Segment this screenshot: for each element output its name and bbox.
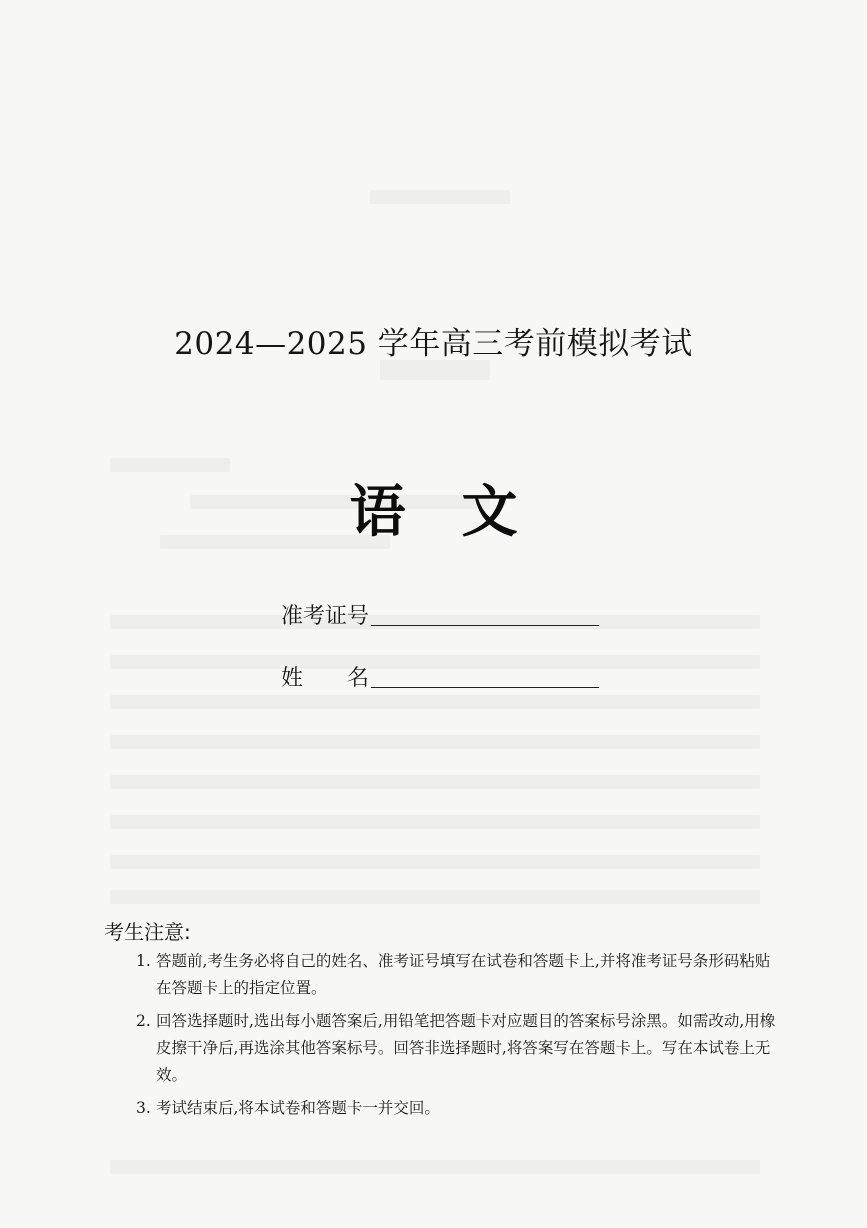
subject-title: 语文 xyxy=(349,480,574,545)
notice-item-text: 考试结束后,将本试卷和答题卡一并交回。 xyxy=(156,1099,440,1117)
bleed-through-mark xyxy=(110,775,760,789)
notice-heading: 考生注意: xyxy=(104,920,191,944)
bleed-through-mark xyxy=(380,360,490,380)
name-label: 姓名 xyxy=(281,666,414,691)
notice-item xyxy=(0,948,867,1002)
bleed-through-mark xyxy=(110,1160,760,1174)
name-blank xyxy=(371,686,599,688)
bleed-through-mark xyxy=(110,735,760,749)
notice-item-text: 答题前,考生务必将自己的姓名、准考证号填写在试卷和答题卡上,并将准考证号条形码粘贴在答题卡上的指定位置。 xyxy=(156,952,771,997)
exam-id-blank xyxy=(371,624,599,626)
name-field xyxy=(281,658,599,692)
bleed-through-mark xyxy=(110,890,760,904)
bleed-through-mark xyxy=(110,815,760,829)
notice-item xyxy=(0,1095,867,1122)
bleed-through-mark xyxy=(110,695,760,709)
notice-item xyxy=(0,1008,867,1089)
bleed-through-mark xyxy=(110,855,760,869)
exam-id-label: 准考证号 xyxy=(281,604,370,629)
notice-item-number: 3. xyxy=(136,1099,151,1117)
notice-item-number: 2. xyxy=(136,1012,151,1030)
exam-id-field xyxy=(281,596,599,630)
notice-list xyxy=(0,948,867,1128)
notice-item-number: 1. xyxy=(136,952,151,970)
bleed-through-mark xyxy=(370,190,510,204)
notice-item-text: 回答选择题时,选出每小题答案后,用铅笔把答题卡对应题目的答案标号涂黑。如需改动,用橡皮擦干净后,再选涂其他答案标号。回答非选择题时,将答案写在答题卡上。写在本试卷上无效。 xyxy=(156,1012,776,1084)
exam-title: 2024—2025 学年高三考前模拟考试 xyxy=(174,326,693,362)
